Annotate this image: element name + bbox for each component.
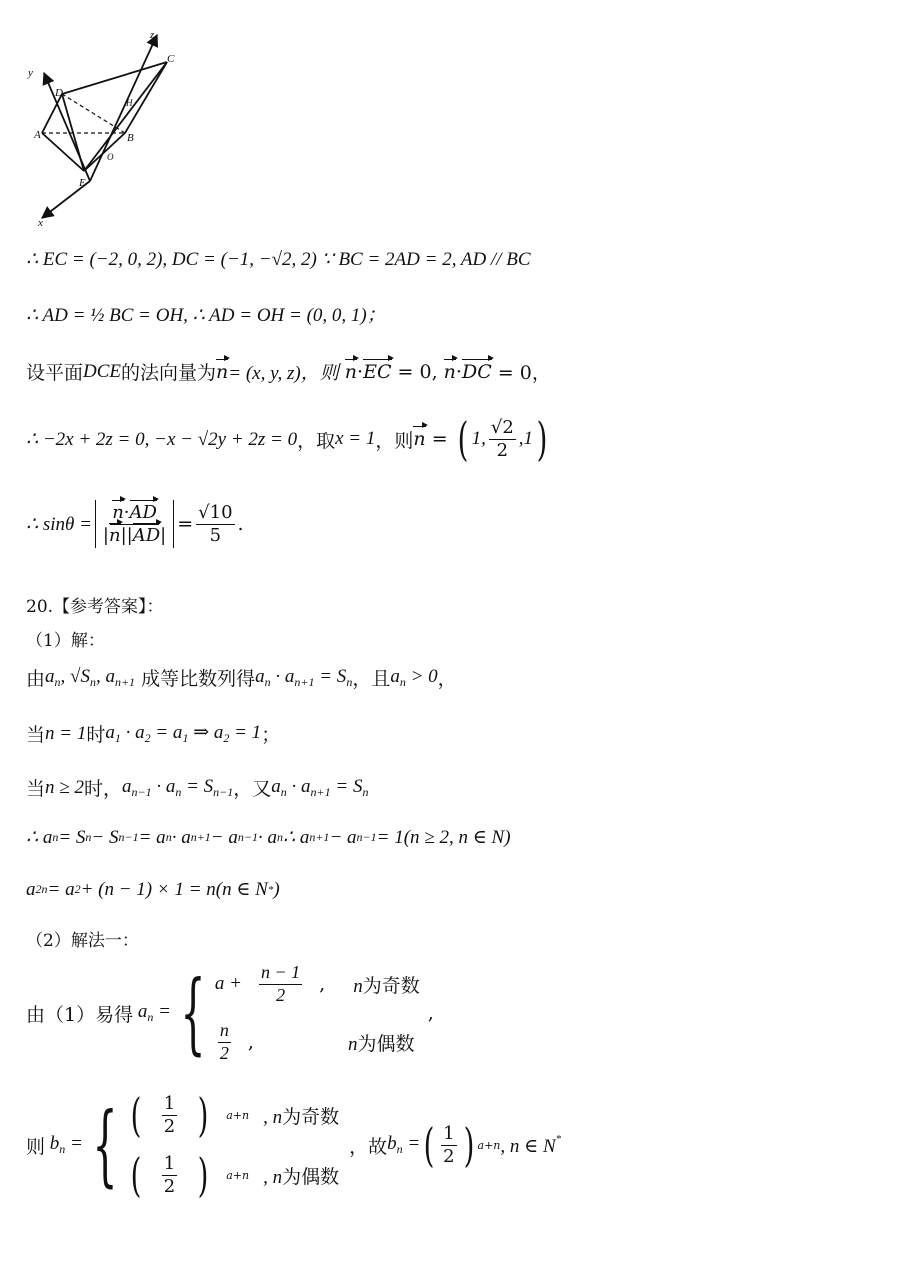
part1-line-5: a 2n = a 2 + (n − 1) × 1 = n(n ∈ N * ) [26,878,280,900]
label-O: O [107,152,114,162]
label-E: E [79,177,86,189]
label-y: y [28,67,33,79]
solution-line-4: ∴ −2x + 2z = 0, −x − √2y + 2z = 0 ，取 x = 1 ，则 n = ( 1, $\frac{√2}{2}$ ,1 ) [26,412,548,466]
solution-line-2 [26,300,386,327]
label-z: z [150,29,155,41]
part1-line-4: ∴ a n = S n − S n−1 = a n · a n+1 − a n−1 · a n ∴ a n+1 − a n−1 = 1(n ≥ 2, n ∈ N) [26,826,511,848]
label-H: H [126,98,133,108]
label-B: B [127,132,134,144]
part1-line-3: 当 n ≥ 2 时， $a_{n-1} \cdot a_n = S_{n-1}$ ，又 $a_n \cdot a_{n+1} = S_n$ [26,775,369,800]
normal-vector: n [216,360,229,383]
solution-line-3: 设平面 DCE 的法向量为 n = (x, y, z)，则 n · EC = 0, n · DC = 0， [26,360,551,384]
part2-line-2: 则 $b_n$ = { ( $\frac{1}{2}$ ) a+n , n为奇数 ( $\frac{1}{2}$ ) a+n , n为偶数 ，故 $b_n$ = ( $\frac{1}{2}$ ) a+n , n ∈ N* [26,1088,562,1202]
label-A: A [34,129,41,141]
geometry-figure [22,28,192,233]
abs-fraction: $\frac{n\cdot AD}{|n||AD|}$ [95,500,174,548]
label-C: C [167,53,175,65]
solution-line-1 [26,248,531,271]
solution-line-1-text: ∴ EC = (−2, 0, 2), DC = (−1, −√2, 2) ∵ BC = 2AD = 2, AD // BC [26,249,531,270]
part2-line-1: 由（1）易得 $a_n$ = { a + $\frac{n - 1}{2}$ , n为奇数 $\frac{n}{2}$ , n为偶数 , [26,961,434,1065]
part1-line-2: 当 n = 1 时 $a_1 \cdot a_2 = a_1$ ⇒ $a_2 = 1$ ； [26,722,281,746]
part-2-label: （2）解法一： [26,931,139,951]
part1-line-1: 由 $a_n$, $√S_n$, $a_{n+1}$ 成等比数列得 $a_n \cdot a_{n+1} = S_n$ ，且 $a_n > 0$ ， [26,665,457,690]
label-D: D [55,87,63,99]
label-x: x [38,217,43,229]
part-1-label: （1）解： [26,631,105,651]
z-axis [90,35,157,181]
solution-line-5: ∴ sinθ = $\frac{n\cdot AD}{|n||AD|}$ = $\frac{√10}{5}$ . [26,500,244,548]
solution-line-2-text: ∴ AD = ½ BC = OH, ∴ AD = OH = (0, 0, 1)； [26,305,386,326]
section-title: 20.【参考答案】： [26,597,164,617]
